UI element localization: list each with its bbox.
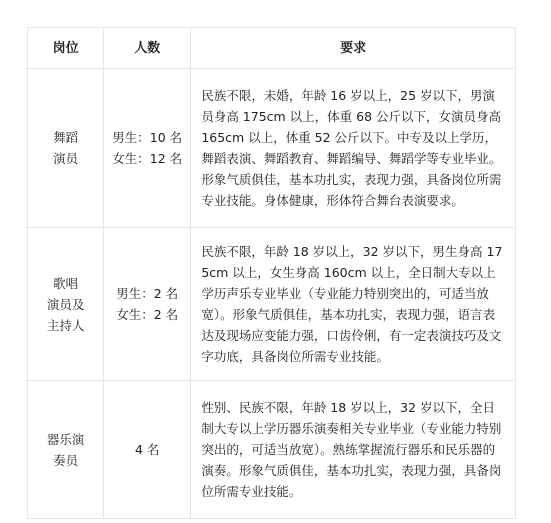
table-row bbox=[28, 381, 516, 519]
header-position: 岗位 bbox=[28, 28, 104, 69]
table-header-row bbox=[28, 28, 516, 69]
count-cell: 4 名 bbox=[104, 381, 191, 519]
position-cell: 器乐演 奏员 bbox=[28, 381, 104, 519]
table-row bbox=[28, 228, 516, 381]
requirements-cell: 民族不限，未婚，年龄 16 岁以上，25 岁以下，男演员身高 175cm 以上，体重 68 公斤以下，女演员身高 165cm 以上，体重 52 公斤以下。中专及以上学历，舞蹈表演、舞蹈教育、舞蹈编导、舞蹈学等专业毕业。形象气质俱佳，基本功扎实，表现力强，具备岗位所需专业技能。身体健康，形体符合舞台表演要求。 bbox=[191, 69, 516, 228]
recruitment-table bbox=[27, 27, 516, 519]
requirements-cell: 性别、民族不限，年龄 18 岁以上，32 岁以下，全日制大专以上学历器乐演奏相关专业毕业（专业能力特别突出的，可适当放宽）。熟练掌握流行器乐和民乐器的演奏。形象气质俱佳，基本功扎实，表现力强，具备岗位所需专业技能。 bbox=[191, 381, 516, 519]
header-count: 人数 bbox=[104, 28, 191, 69]
table-row bbox=[28, 69, 516, 228]
position-cell: 歌唱 演员及 主持人 bbox=[28, 228, 104, 381]
count-cell: 男生：2 名 女生：2 名 bbox=[104, 228, 191, 381]
header-requirements: 要求 bbox=[191, 28, 516, 69]
position-cell: 舞蹈 演员 bbox=[28, 69, 104, 228]
requirements-cell: 民族不限，年龄 18 岁以上，32 岁以下，男生身高 175cm 以上，女生身高 160cm 以上，全日制大专以上学历声乐专业毕业（专业能力特别突出的，可适当放宽）。形象气质俱佳，基本功扎实，表现力强，语言表达及现场应变能力强，口齿伶俐，有一定表演技巧及文字功底，具备岗位所需专业技能。 bbox=[191, 228, 516, 381]
count-cell: 男生：10 名 女生：12 名 bbox=[104, 69, 191, 228]
